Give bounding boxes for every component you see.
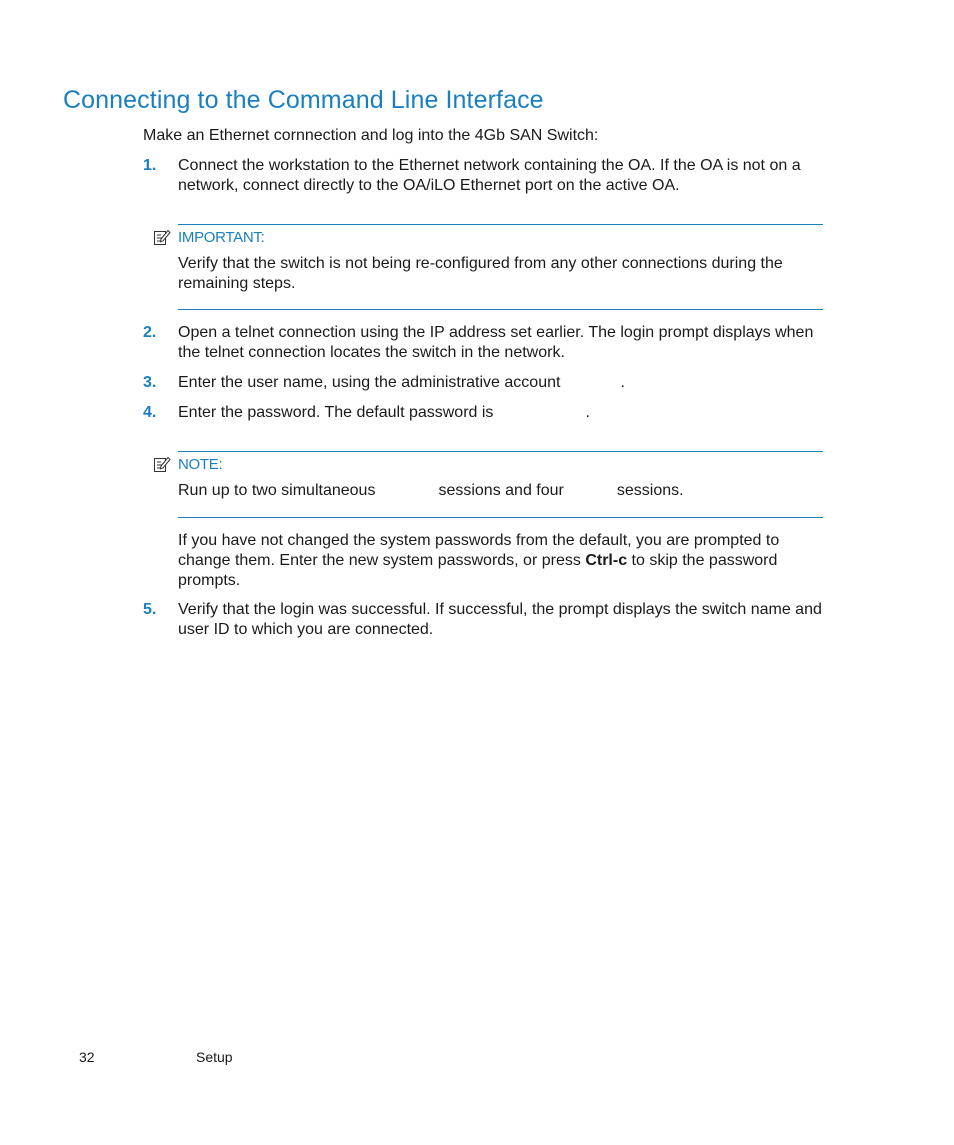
note-text-part: sessions and four: [438, 482, 564, 499]
page-title: Connecting to the Command Line Interface: [63, 86, 544, 114]
footer-section-title: Setup: [196, 1049, 233, 1065]
step-text: [178, 403, 823, 423]
page-number: 32: [79, 1049, 95, 1065]
step-number: 4.: [143, 404, 157, 421]
important-body: Verify that the switch is not being re-configured from any other connections during the remaining steps.: [178, 255, 783, 292]
step-number: 1.: [143, 157, 157, 174]
note-body: [178, 481, 818, 501]
step-5: [143, 600, 823, 640]
step-number: 3.: [143, 374, 157, 391]
step-text-part: Enter the user name, using the administrative account: [178, 374, 561, 391]
step-4: [143, 403, 823, 423]
note-text-part: sessions.: [616, 482, 684, 499]
step-text-part: Enter the password. The default password is: [178, 404, 494, 421]
step-text: Verify that the login was successful. If successful, the prompt displays the switch name and user ID to which you are connected.: [178, 601, 822, 638]
step-2: [143, 323, 823, 363]
note-text-part: Run up to two simultaneous: [178, 482, 376, 499]
keyboard-shortcut: Ctrl-c: [585, 552, 628, 569]
note-pencil-icon: [153, 228, 171, 246]
step-number: 5.: [143, 601, 157, 618]
step-3: [143, 373, 823, 393]
step-text: [178, 373, 823, 393]
note-pencil-icon: [153, 455, 171, 473]
intro-text: Make an Ethernet cornnection and log into the 4Gb SAN Switch:: [143, 127, 599, 144]
important-label: IMPORTANT:: [178, 229, 265, 246]
step-text: Open a telnet connection using the IP address set earlier. The login prompt displays when the telnet connection locates the switch in the network.: [178, 324, 814, 361]
paragraph-text: to skip the password prompts.: [178, 552, 778, 589]
note-callout: [178, 451, 823, 518]
step-text-part: .: [620, 374, 625, 391]
step-number: 2.: [143, 324, 157, 341]
password-change-paragraph: [178, 531, 823, 591]
step-text: Connect the workstation to the Ethernet network containing the OA. If the OA is not on a network, connect directly to the OA/iLO Ethernet port on the active OA.: [178, 157, 801, 194]
note-label: NOTE:: [178, 456, 223, 473]
step-1: [143, 156, 823, 196]
important-callout: [178, 224, 823, 310]
step-text-part: .: [585, 404, 590, 421]
paragraph-text: If you have not changed the system passwords from the default, you are prompted to change them. Enter the new system passwords, or press: [178, 532, 780, 569]
